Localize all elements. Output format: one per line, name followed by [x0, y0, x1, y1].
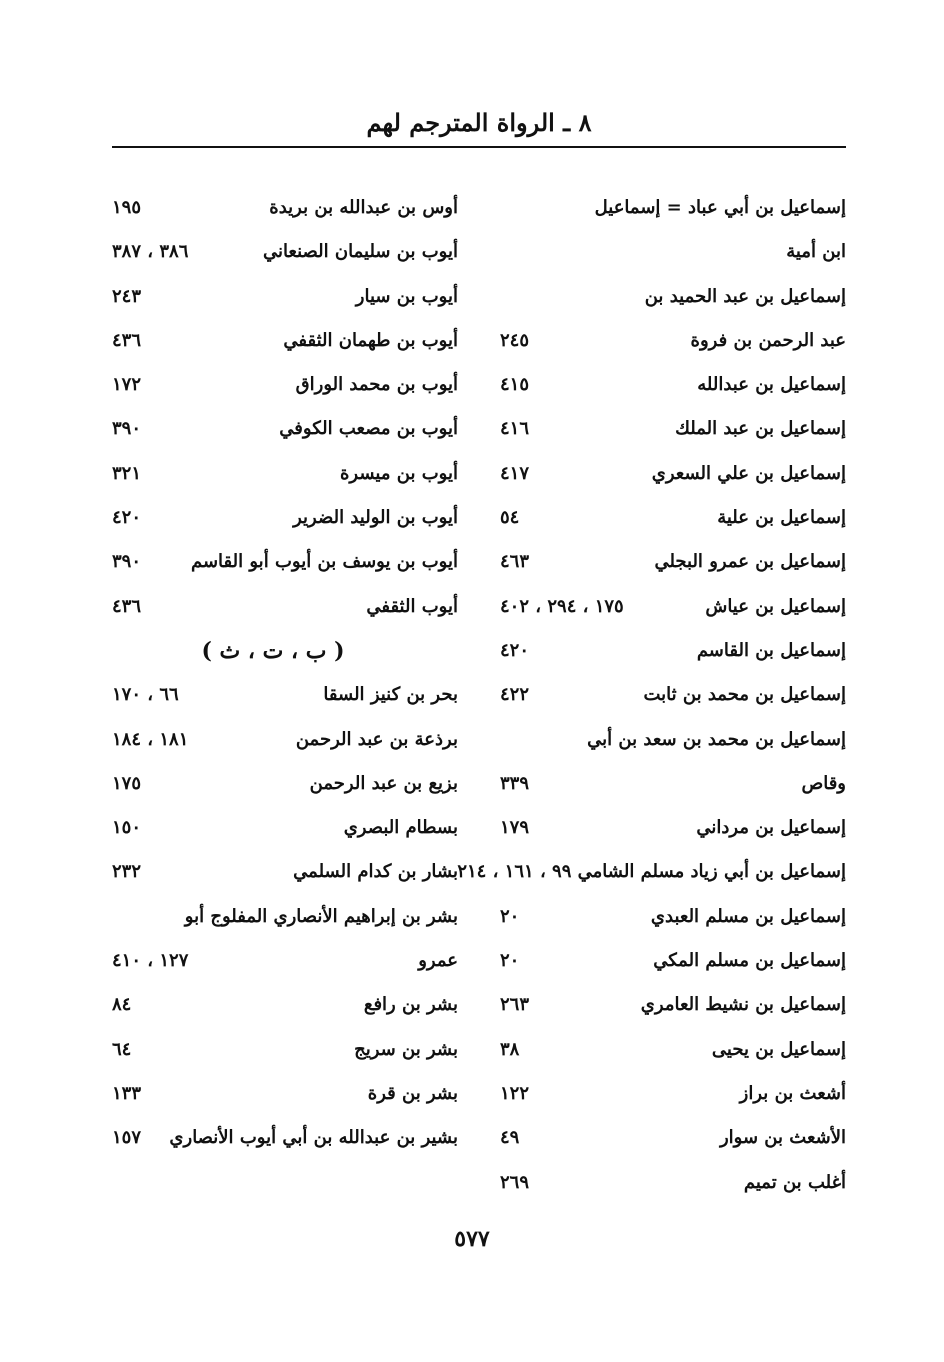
entry-pages: ٤٩ [500, 1127, 520, 1149]
index-entry [88, 895, 458, 939]
entry-name: أيوب بن محمد الوراق [295, 374, 458, 396]
entry-pages: ١٨١ ، ١٨٤ [112, 728, 189, 750]
index-entry [476, 895, 846, 939]
entry-name: إسماعيل بن أبي عباد = إسماعيل [594, 197, 846, 218]
index-entry [476, 496, 846, 540]
index-entry [476, 939, 846, 983]
entry-pages: ٢٠ [500, 950, 520, 972]
entry-name: بشر بن سريج [354, 1038, 458, 1060]
index-entry [88, 363, 458, 407]
index-entry [476, 1116, 846, 1160]
entry-name: وقاص [801, 772, 846, 794]
entry-name: أيوب الثقفي [366, 595, 458, 617]
entry-name: أيوب بن الوليد الضرير [293, 507, 458, 529]
index-entry [88, 1116, 458, 1160]
index-entry [457, 850, 846, 894]
index-entry [88, 673, 458, 717]
entry-pages: ٢٤٣ [112, 285, 142, 307]
entry-name: بشر بن رافع [363, 994, 458, 1016]
entry-name: عبد الرحمن بن فروة [690, 329, 846, 351]
entry-pages: ١٧٥ [112, 772, 142, 794]
index-entry [88, 1028, 458, 1072]
entry-pages: ٨٤ [112, 994, 132, 1016]
index-entry [88, 452, 458, 496]
entry-name: عمرو [418, 950, 458, 972]
index-entry [88, 186, 458, 230]
entry-name: أيوب بن سليمان الصنعاني [262, 241, 458, 263]
entry-pages: ١٧٩ [500, 817, 530, 839]
entry-name: إسماعيل بن مسلم العبدي [650, 905, 846, 927]
index-entry [88, 496, 458, 540]
entry-name: إسماعيل بن القاسم [696, 639, 846, 661]
entry-pages: ١٢٢ [500, 1082, 530, 1104]
entry-name: أيوب بن مصعب الكوفي [279, 418, 458, 440]
entry-pages: ١٧٥ ، ٢٩٤ ، ٤٠٢ [500, 595, 624, 617]
entry-name: بشار بن كدام السلمي [293, 861, 458, 883]
entry-pages: ١٣٣ [112, 1082, 142, 1104]
entry-pages: ٦٦ ، ١٧٠ [112, 684, 179, 706]
page-number: ٥٧٧ [454, 1226, 490, 1252]
entry-pages: ٤١٧ [500, 462, 530, 484]
entry-name: أيوب بن ميسرة [340, 462, 458, 484]
entry-pages: ٤٣٦ [112, 595, 142, 617]
entry-name: أيوب بن سيار [355, 285, 458, 307]
entry-name: بشير بن عبدالله بن أبي أيوب الأنصاري [169, 1127, 458, 1149]
index-entry [476, 585, 846, 629]
entry-name: أوس بن عبدالله بن بريدة [269, 197, 458, 218]
entry-name: أيوب بن يوسف بن أيوب أبو القاسم [190, 551, 458, 573]
entry-name: إسماعيل بن عمرو البجلي [654, 551, 846, 573]
index-entry [476, 186, 846, 230]
entry-name: إسماعيل بن نشيط العامري [640, 994, 846, 1016]
entry-name: الأشعث بن سوار [719, 1127, 846, 1149]
index-entry [476, 1028, 846, 1072]
entry-name: بشر بن إبراهيم الأنصاري المفلوج أبو [184, 905, 458, 927]
entry-name: أغلب بن تميم [743, 1171, 846, 1193]
entry-name: إسماعيل بن مسلم المكي [653, 950, 846, 972]
entry-pages: ٣٢١ [112, 462, 142, 484]
section-heading-label: ( ب ، ت ، ث ) [201, 637, 345, 664]
index-entry [476, 363, 846, 407]
entry-pages: ٣٩٠ [112, 551, 142, 573]
index-entry [476, 983, 846, 1027]
entry-pages: ١٢٧ ، ٤١٠ [112, 950, 189, 972]
entry-name: برذعة بن عبد الرحمن [295, 728, 458, 750]
entry-pages: ٦٤ [112, 1038, 132, 1060]
entry-name: بسطام البصري [343, 817, 458, 839]
index-entry [476, 1161, 846, 1205]
index-entry [88, 319, 458, 363]
entry-pages: ٢٠ [500, 905, 520, 927]
entry-pages: ١٥٠ [112, 817, 142, 839]
entry-pages: ٢٦٣ [500, 994, 530, 1016]
index-entry [476, 762, 846, 806]
entry-pages: ١٧٢ [112, 374, 142, 396]
entry-name: إسماعيل بن عبدالله [697, 374, 846, 396]
index-entry [88, 275, 458, 319]
entry-pages: ٢٣٢ [112, 861, 142, 883]
entry-name: أيوب بن طهمان الثقفي [283, 329, 458, 351]
index-entry [88, 540, 458, 584]
entry-name: بشر بن قرة [367, 1082, 458, 1104]
index-entry [476, 275, 846, 319]
entry-name: إسماعيل بن محمد بن ثابت [643, 684, 846, 706]
entry-name: أشعث بن براز [739, 1082, 846, 1104]
entry-pages: ٤٣٦ [112, 329, 142, 351]
left-index-column [88, 186, 458, 1161]
entry-pages: ٤٢٢ [500, 684, 530, 706]
index-entry [88, 1072, 458, 1116]
index-entry [476, 806, 846, 850]
index-entry [476, 1072, 846, 1116]
index-entry [88, 230, 458, 274]
entry-pages: ٣٣٩ [500, 772, 530, 794]
section-heading [88, 629, 458, 673]
index-entry [88, 806, 458, 850]
entry-name: إسماعيل بن مرداني [696, 817, 846, 839]
index-entry [476, 629, 846, 673]
entry-pages: ٣٩٠ [112, 418, 142, 440]
entry-name: إسماعيل بن عبد الحميد بن [644, 285, 846, 307]
entry-pages: ٣٨٦ ، ٣٨٧ [112, 241, 189, 263]
index-entry [88, 407, 458, 451]
index-entry [88, 585, 458, 629]
entry-pages: ٤١٥ [500, 374, 530, 396]
entry-name: إسماعيل بن محمد بن سعد بن أبي [587, 728, 846, 750]
index-entry [88, 939, 458, 983]
entry-pages: ٤٢٠ [500, 639, 530, 661]
entry-name: إسماعيل بن عبد الملك [675, 418, 846, 440]
index-entry [476, 230, 846, 274]
entry-name: إسماعيل بن علية [717, 507, 846, 529]
entry-pages: ٤١٦ [500, 418, 530, 440]
entry-pages: ٢٦٩ [500, 1171, 530, 1193]
entry-pages: ٤٦٣ [500, 551, 530, 573]
entry-name: إسماعيل بن يحيى [711, 1038, 846, 1060]
entry-name: بحر بن كنيز السقا [323, 684, 458, 706]
index-entry [88, 850, 458, 894]
right-index-column [457, 186, 846, 1205]
entry-name: إسماعيل بن علي السعري [651, 462, 846, 484]
page-title: ٨ ـ الرواة المترجم لهم [366, 108, 592, 137]
entry-pages: ٣٨ [500, 1038, 520, 1060]
index-entry [476, 718, 846, 762]
entry-name: إسماعيل بن أبي زياد مسلم الشامي ٩٩ ، ١٦١ ، ٢١٤ [457, 861, 846, 883]
entry-pages: ٢٤٥ [500, 329, 530, 351]
index-entry [476, 673, 846, 717]
entry-pages: ١٥٧ [112, 1127, 142, 1149]
entry-name: إسماعيل بن عياش [705, 595, 846, 617]
entry-name: بزيع بن عبد الرحمن [309, 772, 458, 794]
entry-pages: ١٩٥ [112, 197, 142, 218]
index-entry [476, 407, 846, 451]
index-entry [88, 762, 458, 806]
entry-pages: ٥٤ [500, 507, 520, 529]
entry-pages: ٤٢٠ [112, 507, 142, 529]
index-entry [476, 540, 846, 584]
index-entry [88, 718, 458, 762]
index-entry [476, 319, 846, 363]
index-entry [476, 452, 846, 496]
header-divider [112, 146, 846, 148]
entry-name: ابن أمية [786, 241, 846, 263]
index-entry [88, 983, 458, 1027]
